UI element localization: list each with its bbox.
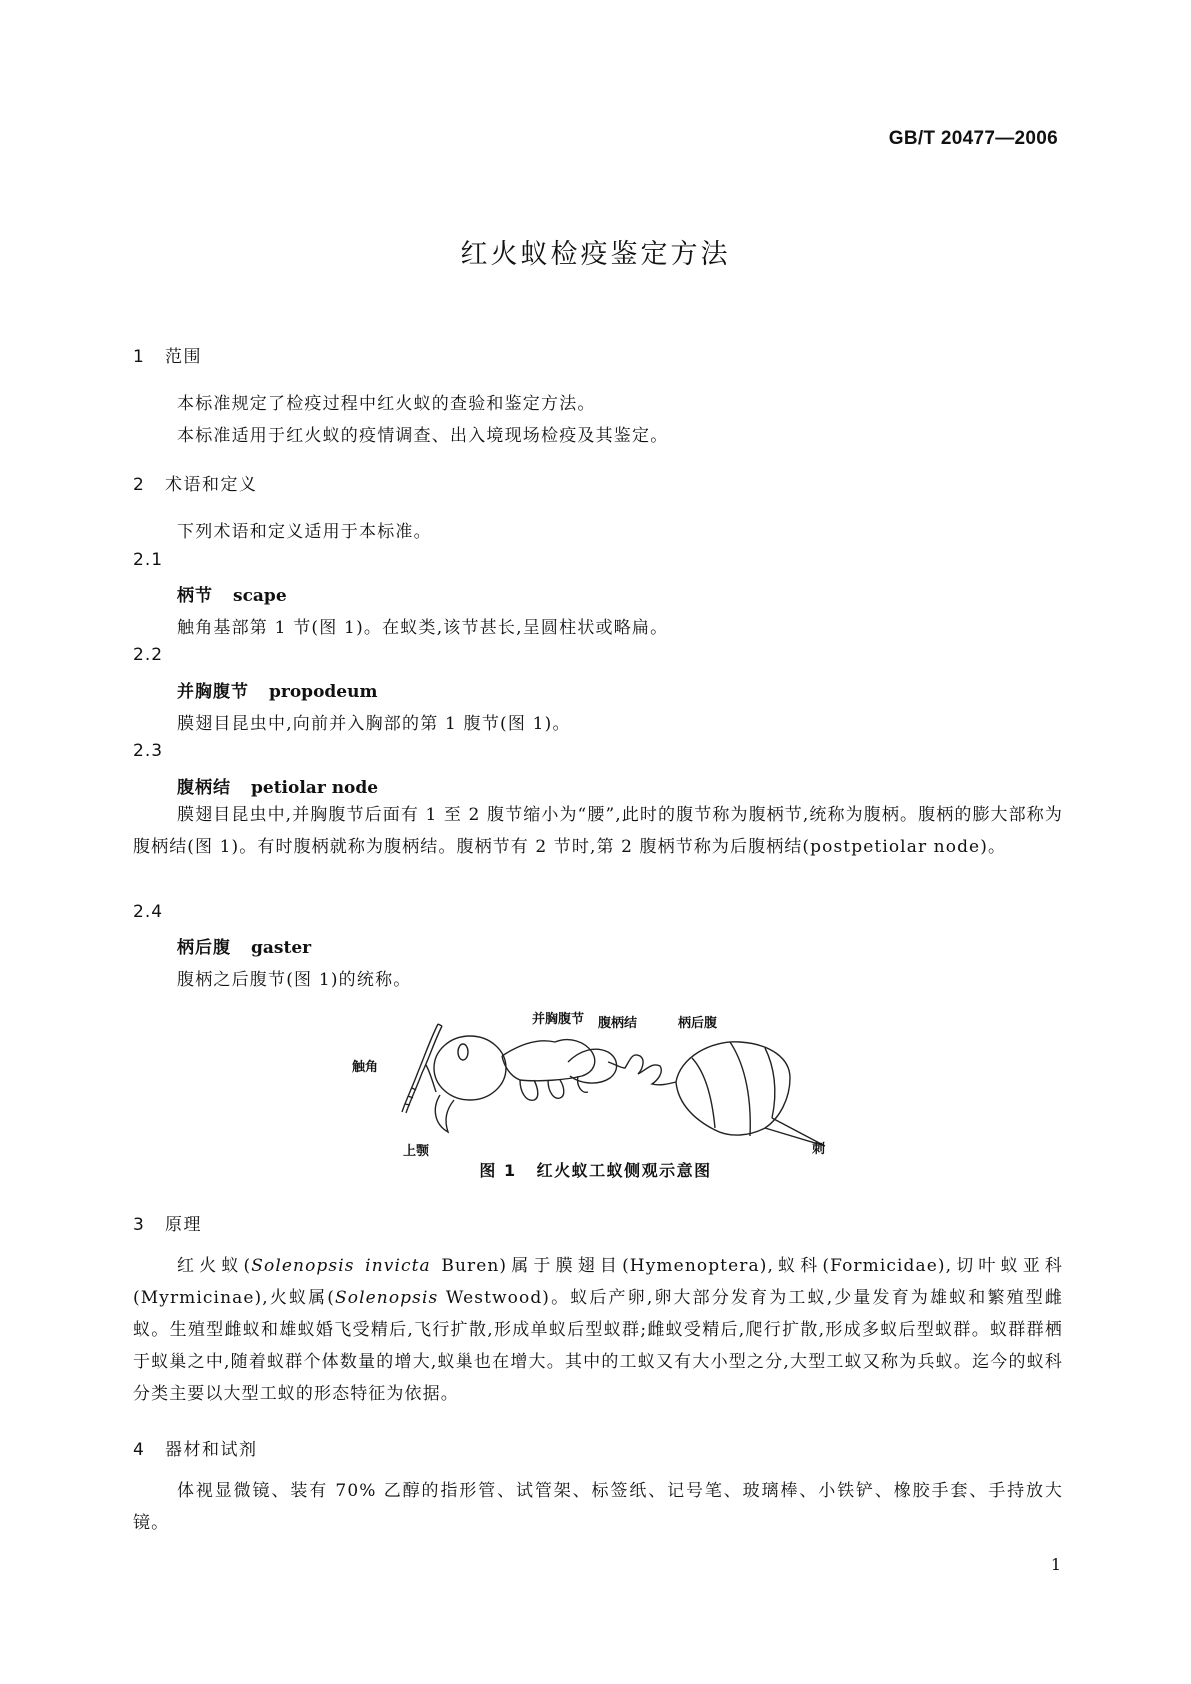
label-gaster: 柄后腹	[678, 1016, 718, 1031]
figure-number: 图 1	[479, 1161, 517, 1180]
document-title: 红火蚁检疫鉴定方法	[460, 239, 731, 270]
section-1-heading	[133, 342, 202, 367]
term-2-2-chinese: 并胸腹节	[177, 682, 249, 702]
term-2-1-chinese: 柄节	[177, 586, 213, 606]
section-2-title: 术语和定义	[165, 475, 258, 495]
term-2-1-definition: 触角基部第 1 节(图 1)。在蚁类,该节甚长,呈圆柱状或略扁。	[177, 618, 669, 638]
term-2-1-english: scape	[233, 586, 287, 606]
label-sting: 刺	[812, 1142, 826, 1157]
section-1-paragraph-1: 本标准规定了检疫过程中红火蚁的查验和鉴定方法。	[177, 394, 596, 414]
label-mandible: 上颚	[403, 1144, 430, 1159]
figure-caption	[0, 1158, 1191, 1181]
term-2-3-heading	[177, 773, 378, 798]
term-2-1-number: 2.1	[133, 550, 164, 570]
term-2-3-number: 2.3	[133, 741, 164, 761]
term-2-4-english: gaster	[251, 938, 312, 958]
label-petiolar-node: 腹柄结	[598, 1016, 638, 1031]
term-2-4-heading	[177, 933, 311, 958]
genus-name: Solenopsis	[335, 1288, 439, 1308]
section-4-number: 4	[133, 1440, 146, 1460]
label-propodeum: 并胸腹节	[532, 1012, 585, 1027]
term-2-2-definition: 膜翅目昆虫中,向前并入胸部的第 1 腹节(图 1)。	[177, 714, 571, 734]
section-3-heading	[133, 1210, 202, 1235]
species-name: Solenopsis invicta	[251, 1256, 431, 1276]
section-3-paragraph: 红火蚁(Solenopsis invicta Buren)属于膜翅目(Hymenoptera),蚁科(Formicidae),切叶蚁亚科(Myrmicinae),火蚁属(Solenopsis Westwood)。蚁后产卵,卵大部分发育为工蚁,少量发育为雄蚁和繁殖型雌蚁。生殖型雌蚁和雄蚁婚飞受精后,飞行扩散,形成单蚁后型蚁群;雌蚁受精后,爬行扩散,形成多蚁后型蚁群。蚁群群栖于蚁巢之中,随着蚁群个体数量的增大,蚁巢也在增大。其中的工蚁又有大小型之分,大型工蚁又称为兵蚁。迄今的蚁科分类主要以大型工蚁的形态特征为依据。	[133, 1256, 1064, 1404]
section-1-title: 范围	[165, 347, 202, 367]
section-3-title: 原理	[165, 1215, 202, 1235]
section-1-number: 1	[133, 347, 146, 367]
term-2-2-heading	[177, 677, 377, 702]
ant-figure	[352, 1000, 830, 1159]
term-2-3-definition: 膜翅目昆虫中,并胸腹节后面有 1 至 2 腹节缩小为“腰”,此时的腹节称为腹柄节,统称为腹柄。腹柄的膨大部称为腹柄结(图 1)。有时腹柄就称为腹柄结。腹柄节有 2 节时,第 2 腹柄节称为后腹柄结(postpetiolar node)。	[133, 805, 1063, 857]
term-2-4-number: 2.4	[133, 902, 164, 922]
section-1-paragraph-2: 本标准适用于红火蚁的疫情调查、出入境现场检疫及其鉴定。	[177, 426, 669, 446]
term-2-4-chinese: 柄后腹	[177, 938, 231, 958]
term-2-2-number: 2.2	[133, 645, 164, 665]
section-4-heading	[133, 1435, 258, 1460]
term-2-3-english: petiolar node	[251, 778, 379, 798]
section-3-number: 3	[133, 1215, 146, 1235]
page-number: 1	[1050, 1555, 1061, 1574]
figure-caption-text: 红火蚁工蚁侧观示意图	[536, 1161, 712, 1180]
term-2-2-english: propodeum	[269, 682, 378, 702]
section-2-intro: 下列术语和定义适用于本标准。	[177, 522, 432, 542]
label-antenna: 触角	[352, 1060, 379, 1075]
section-2-number: 2	[133, 475, 146, 495]
standard-number: GB/T 20477—2006	[888, 128, 1058, 149]
section-4-paragraph: 体视显微镜、装有 70% 乙醇的指形管、试管架、标签纸、记号笔、玻璃棒、小铁铲、橡胶手套、手持放大镜。	[133, 1481, 1063, 1533]
section-4-title: 器材和试剂	[165, 1440, 258, 1460]
term-2-4-definition: 腹柄之后腹节(图 1)的统称。	[177, 970, 412, 990]
section-2-heading	[133, 470, 258, 495]
term-2-3-chinese: 腹柄结	[177, 778, 231, 798]
term-2-1-heading	[177, 581, 287, 606]
